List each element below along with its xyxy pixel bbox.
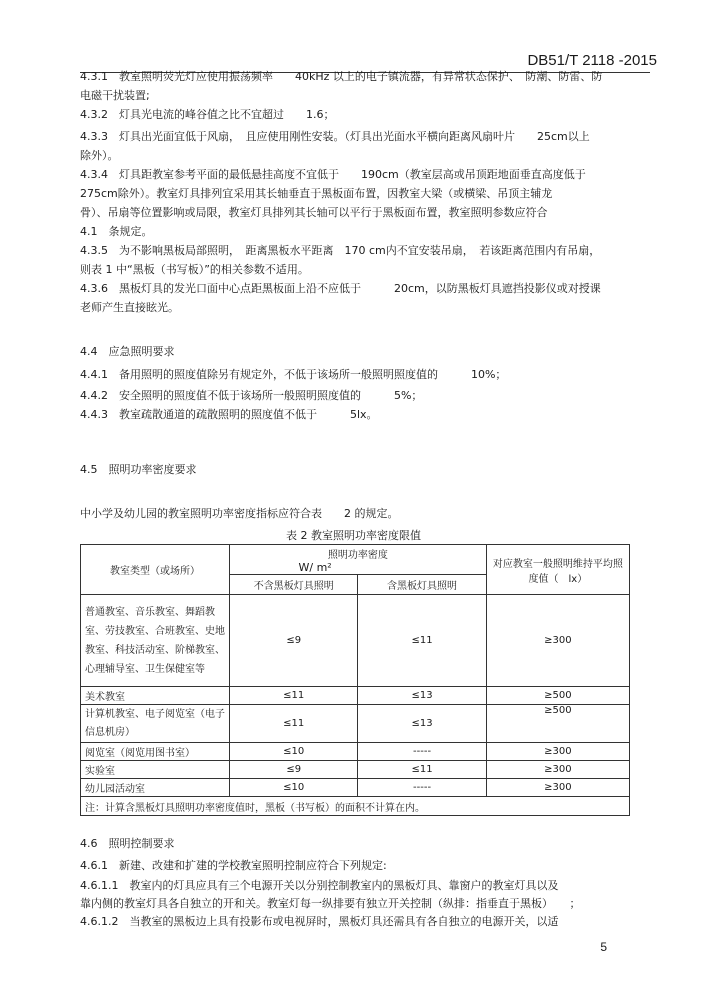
clause-4-4-1: 4.4.1 备用照明的照度值除另有规定外，不低于该场所一般照明照度值的 10%；	[80, 368, 507, 381]
cell-room-type: 计算机教室、电子阅览室（电子信息机房）	[81, 705, 230, 743]
header-illuminance: 对应教室一般照明维持平均照度值（ lx）	[486, 545, 629, 595]
cell-with-board: -----	[358, 779, 486, 797]
clause-4-3-3-line2: 除外）。	[80, 149, 119, 162]
cell-with-board: ≤13	[358, 705, 486, 743]
table-row	[81, 779, 630, 797]
cell-no-board: ≤9	[230, 761, 358, 779]
cell-room-type: 阅览室（阅览用图书室）	[81, 743, 230, 761]
cell-illuminance: ≥300	[486, 595, 629, 687]
table-caption: 表 2 教室照明功率密度限值	[286, 529, 421, 542]
clause-4-6-1-2: 4.6.1.2 当教室的黑板边上具有投影布或电视屏时，黑板灯具还需具有各自独立的电源开关，以适	[80, 915, 559, 928]
cell-room-type: 普通教室、音乐教室、舞蹈教室、劳技教室、合班教室、史地教室、科技活动室、阶梯教室、心理辅导室、卫生保健室等	[81, 595, 230, 687]
table-row	[81, 595, 630, 687]
cell-illuminance: ≥300	[486, 761, 629, 779]
clause-4-3-4-line2: 275cm除外）。教室灯具排列宜采用其长轴垂直于黑板面布置，因教室大梁（或横梁、吊顶主辅龙	[80, 187, 553, 200]
power-density-table	[80, 544, 630, 816]
cell-with-board: ≤13	[358, 687, 486, 705]
clause-4-3-5-line2: 则表 1 中“黑板（书写板）”的相关参数不适用。	[80, 263, 309, 276]
page-number: 5	[600, 940, 607, 954]
header-no-board-lighting: 不含黑板灯具照明	[230, 575, 358, 595]
cell-with-board: ≤11	[358, 595, 486, 687]
clause-4-3-6-line1: 4.3.6 黑板灯具的发光口面中心点距黑板面上沿不应低于 20cm，以防黑板灯具遮挡投影仪或对授课	[80, 282, 601, 295]
section-4-6-heading: 4.6 照明控制要求	[80, 837, 175, 850]
clause-4-3-4-line1: 4.3.4 灯具距教室参考平面的最低悬挂高度不宜低于 190cm（教室层高或吊顶距地面垂直高度低于	[80, 168, 586, 181]
header-power-density-label: 照明功率密度	[327, 549, 388, 561]
table-row	[81, 687, 630, 705]
clause-4-3-1-line1: 4.3.1 教室照明荧光灯应使用振荡频率 40kHz 以上的电子镇流器，有异常状态保护、 防潮、防雷、防	[80, 70, 603, 83]
table-row	[81, 705, 630, 743]
cell-no-board: ≤10	[230, 779, 358, 797]
document-id: DB51/T 2118 -2015	[527, 52, 657, 69]
cell-illuminance: ≥300	[486, 743, 629, 761]
clause-4-4-2: 4.4.2 安全照明的照度值不低于该场所一般照明照度值的 5%；	[80, 389, 423, 402]
cell-with-board: -----	[358, 743, 486, 761]
header-room-type: 教室类型（或场所）	[81, 545, 230, 595]
cell-illuminance: ≥500	[486, 705, 629, 743]
header-with-board-lighting: 含黑板灯具照明	[358, 575, 486, 595]
clause-4-3-5-line1: 4.3.5 为不影响黑板局部照明， 距离黑板水平距离 170 cm内不宜安装吊扇， 若该距离范围内有吊扇，	[80, 244, 601, 257]
cell-illuminance: ≥500	[486, 687, 629, 705]
cell-room-type: 幼儿园活动室	[81, 779, 230, 797]
table-row	[81, 761, 630, 779]
clause-4-6-1-1-line2: 靠内侧的教室灯具各自独立的开和关。教室灯每一纵排要有独立开关控制（纵排：指垂直于黑板） ；	[80, 897, 581, 910]
cell-room-type: 美术教室	[81, 687, 230, 705]
cell-no-board: ≤11	[230, 705, 358, 743]
header-power-density	[230, 545, 487, 575]
clause-4-3-3-line1: 4.3.3 灯具出光面宜低于风扇， 且应使用刚性安装。（灯具出光面水平横向距离风扇叶片 25cm以上	[80, 130, 590, 143]
clause-4-3-4-line4: 4.1 条规定。	[80, 225, 153, 238]
cell-room-type: 实验室	[81, 761, 230, 779]
clause-4-3-1-line2: 电磁干扰装置;	[80, 89, 150, 102]
clause-4-6-1: 4.6.1 新建、改建和扩建的学校教室照明控制应符合下列规定:	[80, 859, 387, 872]
cell-no-board: ≤10	[230, 743, 358, 761]
cell-with-board: ≤11	[358, 761, 486, 779]
table-row	[81, 743, 630, 761]
section-4-5-heading: 4.5 照明功率密度要求	[80, 463, 197, 476]
clause-4-4-3: 4.4.3 教室疏散通道的疏散照明的照度值不低于 5lx。	[80, 408, 378, 421]
section-4-4-heading: 4.4 应急照明要求	[80, 345, 175, 358]
clause-4-3-2: 4.3.2 灯具光电流的峰谷值之比不宜超过 1.6；	[80, 108, 335, 121]
table-note: 注：计算含黑板灯具照明功率密度值时，黑板（书写板）的面积不计算在内。	[81, 797, 630, 816]
cell-no-board: ≤9	[230, 595, 358, 687]
clause-4-6-1-1-line1: 4.6.1.1 教室内的灯具应具有三个电源开关以分别控制教室内的黑板灯具、靠窗户的教室灯具以及	[80, 879, 559, 892]
cell-no-board: ≤11	[230, 687, 358, 705]
clause-4-3-6-line2: 老师产生直接眩光。	[80, 301, 179, 314]
clause-4-3-4-line3: 骨）、吊扇等位置影响或局限，教室灯具排列其长轴可以平行于黑板面布置，教室照明参数应符合	[80, 206, 548, 219]
clause-4-5-paragraph: 中小学及幼儿园的教室照明功率密度指标应符合表 2 的规定。	[80, 507, 399, 520]
header-unit: W/ m²	[298, 560, 332, 574]
cell-illuminance: ≥300	[486, 779, 629, 797]
